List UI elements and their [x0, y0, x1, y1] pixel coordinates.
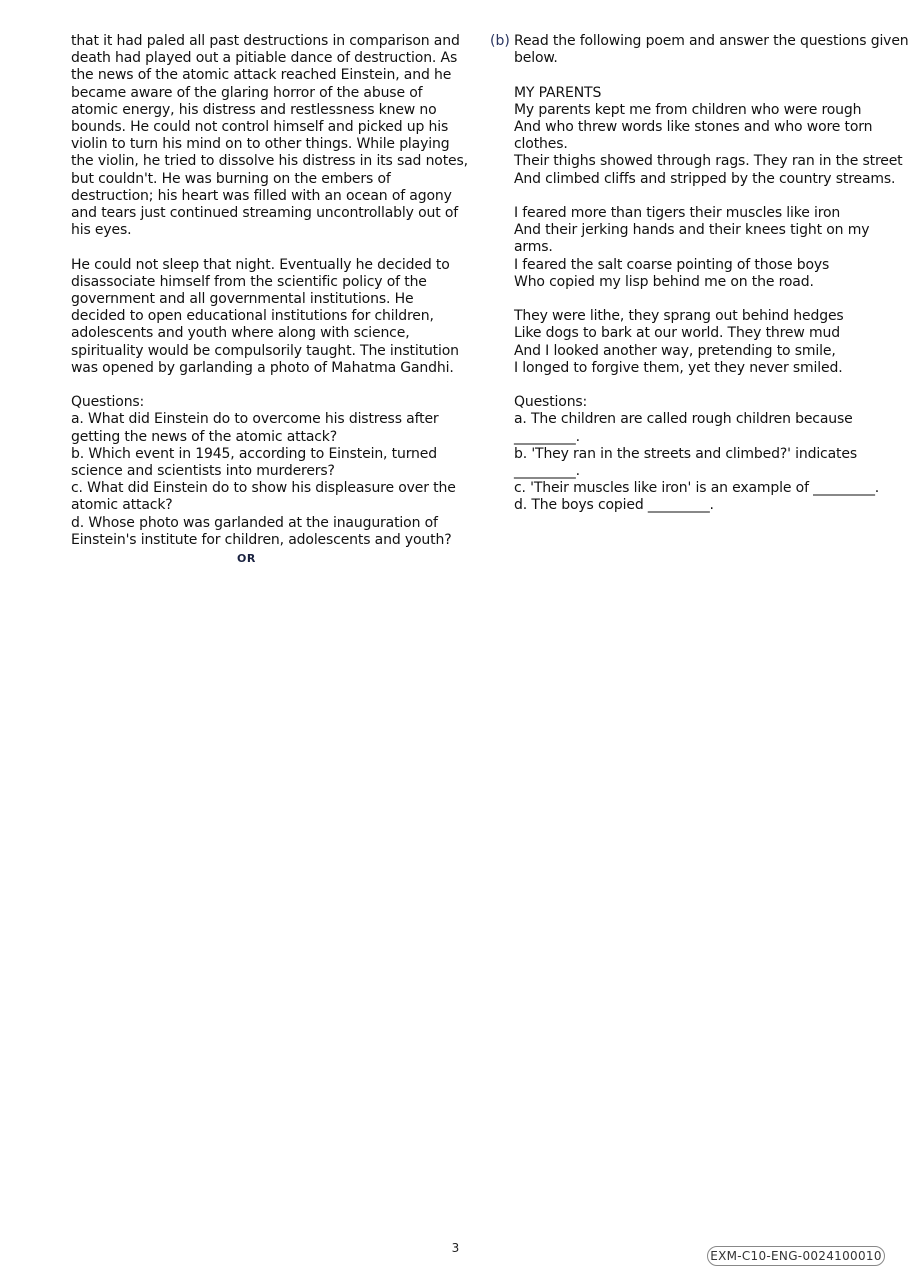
text-line: science and scientists into murderers?: [71, 463, 335, 479]
text-line: I feared more than tigers their muscles like iron: [514, 205, 841, 221]
page-number: 3: [451, 1241, 460, 1255]
text-line: c. 'Their muscles like iron' is an example of _________.: [514, 480, 880, 497]
text-line: And climbed cliffs and stripped by the country streams.: [514, 170, 896, 187]
text-line: And who threw words like stones and who wore torn: [514, 119, 873, 135]
text-line: Their thighs showed through rags. They ran in the street: [514, 153, 903, 170]
text-line: that it had paled all past destructions in comparison and: [71, 33, 460, 49]
text-line: spirituality would be compulsorily taught. The institution: [71, 342, 459, 359]
document-code-badge: EXM-C10-ENG-0024100010: [707, 1246, 885, 1266]
text-line: the news of the atomic attack reached Einstein, and he: [71, 67, 452, 84]
text-line: Einstein's institute for children, adolescents and youth?: [71, 531, 452, 548]
text-line: became aware of the glaring horror of the abuse of: [71, 84, 423, 101]
text-line: My parents kept me from children who were rough: [514, 101, 862, 118]
text-line: d. Whose photo was garlanded at the inauguration of: [71, 514, 438, 531]
text-line: Questions:: [71, 394, 145, 411]
text-line: his eyes.: [71, 222, 132, 239]
text-line: d. The boys copied _________.: [514, 497, 714, 514]
text-line: And their jerking hands and their knees tight on my: [514, 222, 870, 239]
text-line: adolescents and youth where along with science,: [71, 325, 410, 342]
text-line: arms.: [514, 239, 553, 256]
text-line: He could not sleep that night. Eventually he decided to: [71, 256, 450, 273]
text-line: the violin, he tried to dissolve his distress in its sad notes,: [71, 153, 468, 170]
text-line: Read the following poem and answer the questions given: [514, 33, 909, 49]
text-line: They were lithe, they sprang out behind hedges: [514, 308, 844, 325]
or-label: OR: [237, 552, 256, 565]
text-line: Who copied my lisp behind me on the road.: [514, 273, 814, 290]
text-line: And I looked another way, pretending to smile,: [514, 342, 836, 359]
text-line: MY PARENTS: [514, 84, 602, 101]
text-line: bounds. He could not control himself and picked up his: [71, 119, 449, 135]
text-line: Questions:: [514, 394, 588, 411]
text-line: _________.: [514, 463, 580, 479]
text-line: but couldn't. He was burning on the embers of: [71, 170, 391, 187]
text-line: I feared the salt coarse pointing of those boys: [514, 256, 830, 273]
text-line: c. What did Einstein do to show his displeasure over the: [71, 480, 456, 497]
text-line: b. 'They ran in the streets and climbed?' indicates: [514, 445, 857, 462]
question-label-b: (b): [490, 33, 510, 49]
text-line: disassociate himself from the scientific policy of the: [71, 273, 427, 290]
text-line: Like dogs to bark at our world. They threw mud: [514, 325, 840, 342]
text-line: violin to turn his mind on to other things. While playing: [71, 136, 450, 153]
text-line: and tears just continued streaming uncontrollably out of: [71, 205, 459, 221]
text-line: I longed to forgive them, yet they never smiled.: [514, 359, 843, 376]
text-line: _________.: [514, 428, 580, 445]
text-line: decided to open educational institutions for children,: [71, 308, 434, 325]
text-line: a. What did Einstein do to overcome his distress after: [71, 411, 439, 428]
text-line: destruction; his heart was filled with an ocean of agony: [71, 187, 452, 204]
text-line: government and all governmental institutions. He: [71, 291, 414, 307]
text-line: death had played out a pitiable dance of destruction. As: [71, 50, 458, 67]
text-line: below.: [514, 50, 558, 67]
text-line: getting the news of the atomic attack?: [71, 428, 338, 445]
text-line: atomic energy, his distress and restlessness knew no: [71, 101, 437, 118]
text-line: was opened by garlanding a photo of Mahatma Gandhi.: [71, 359, 454, 376]
text-line: clothes.: [514, 136, 568, 153]
text-line: a. The children are called rough children because: [514, 411, 853, 428]
text-line: b. Which event in 1945, according to Einstein, turned: [71, 445, 437, 462]
text-line: atomic attack?: [71, 497, 173, 514]
